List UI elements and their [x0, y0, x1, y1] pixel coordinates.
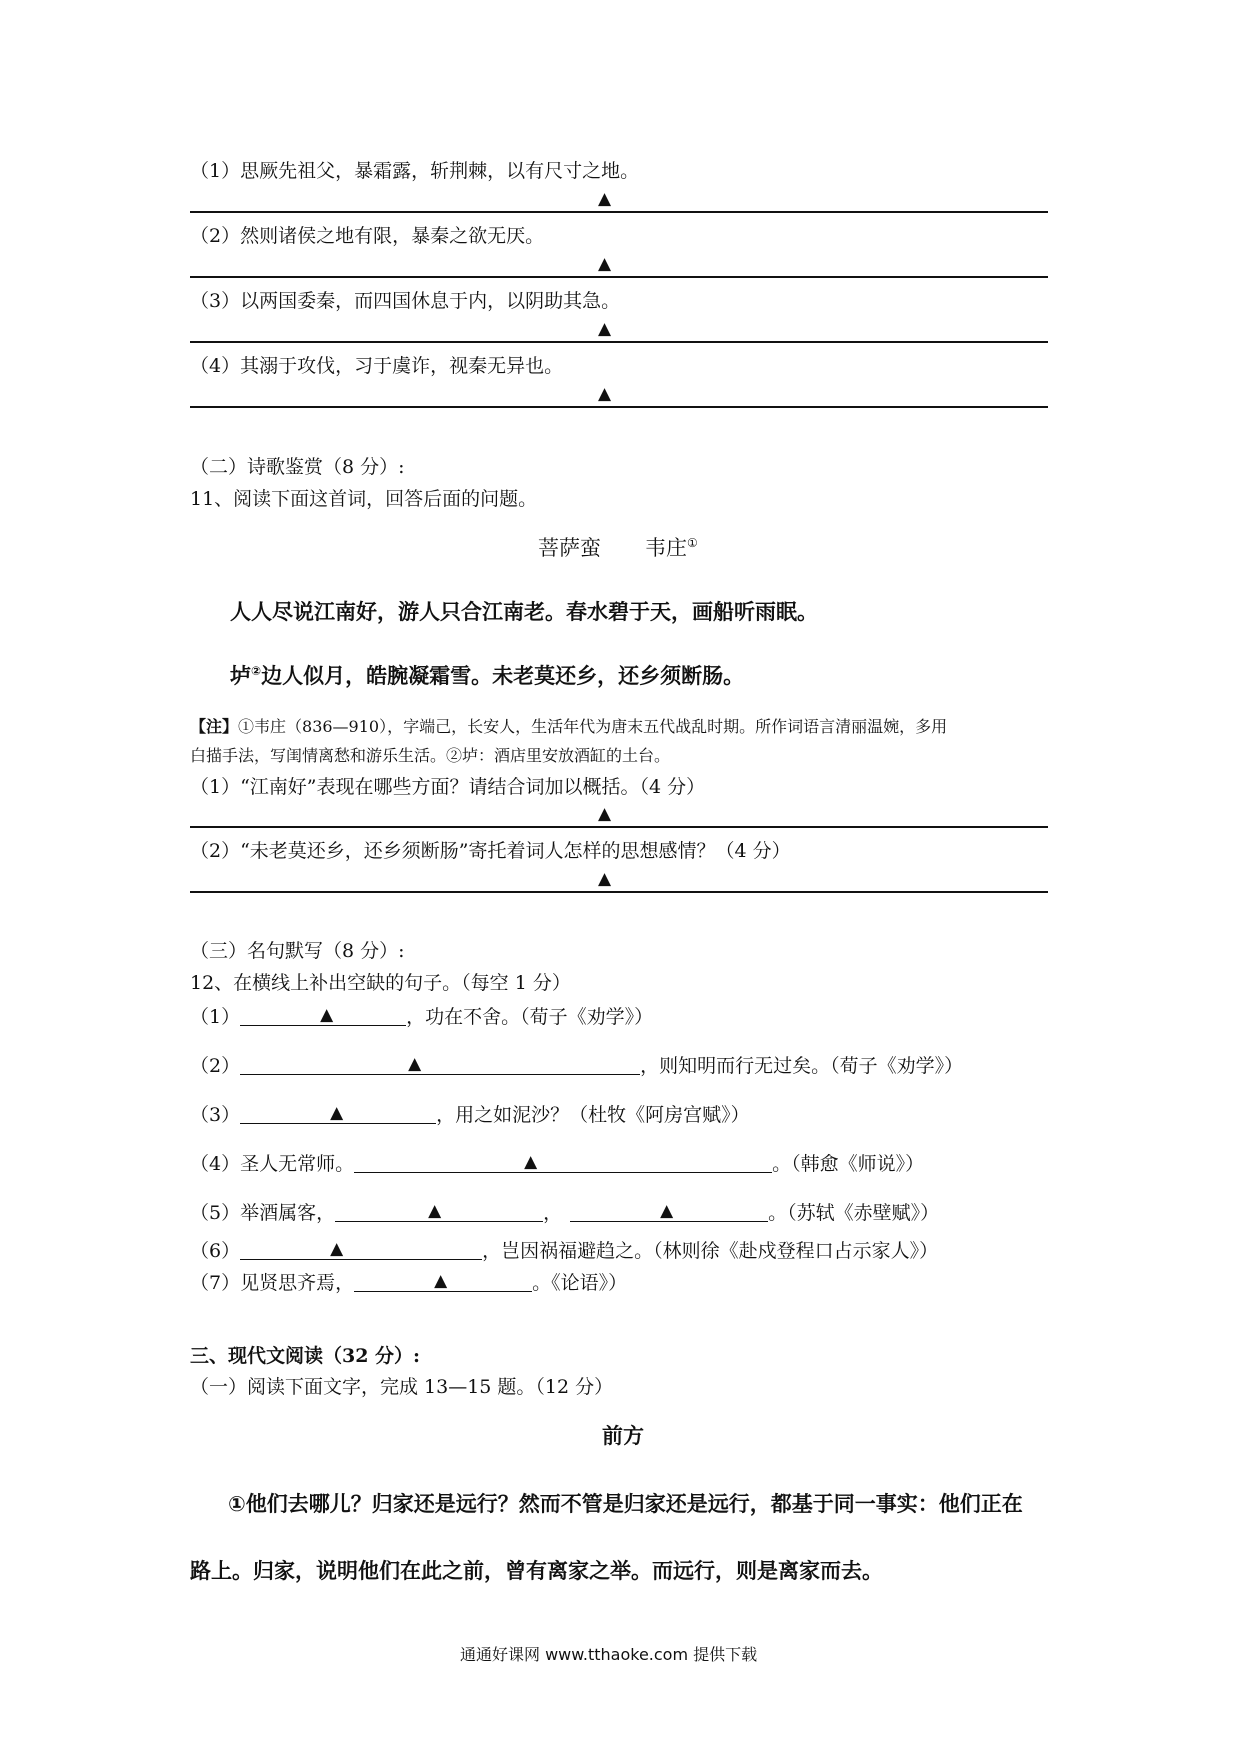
answer-marker-triangle-icon: ▲ [434, 1271, 448, 1291]
section-heading-dictation: （三）名句默写（8 分）: [190, 940, 405, 962]
answer-marker-triangle-icon: ▲ [598, 869, 612, 889]
poem-line-2 [230, 660, 744, 690]
answer-line[interactable] [190, 891, 1048, 893]
item-source: ，用之如泥沙？（杜牧《阿房宫赋》） [436, 1104, 750, 1126]
poem-line-2-rest: 边人似月，皓腕凝霜雪。未老莫还乡，还乡须断肠。 [261, 664, 745, 688]
dictation-item-4 [190, 1149, 924, 1176]
article-paragraph-line-1: ①他们去哪儿？归家还是远行？然而不管是归家还是远行，都基于同一事实：他们正在 [228, 1492, 1023, 1516]
answer-marker-triangle-icon: ▲ [524, 1152, 538, 1172]
answer-line[interactable] [190, 276, 1048, 278]
item-source: 。（苏轼《赤壁赋》） [768, 1202, 940, 1224]
note-label: 【注】 [190, 717, 239, 736]
answer-marker-triangle-icon: ▲ [598, 804, 612, 824]
translation-item-3: （3）以两国委秦，而四国休息于内，以阴助其急。 [190, 290, 621, 312]
answer-marker-triangle-icon: ▲ [408, 1054, 422, 1074]
answer-line[interactable] [190, 211, 1048, 213]
fill-blank[interactable] [240, 1054, 640, 1075]
answer-marker-triangle-icon: ▲ [428, 1201, 442, 1221]
footnote-mark: ① [687, 536, 698, 550]
poem-author: 韦庄 [645, 536, 687, 560]
fill-blank[interactable] [570, 1201, 768, 1222]
fill-blank[interactable] [240, 1239, 482, 1260]
answer-line[interactable] [190, 341, 1048, 343]
question-12: 12、在横线上补出空缺的句子。（每空 1 分） [190, 972, 571, 994]
item-label: （1） [190, 1006, 241, 1028]
note-line-2: 白描手法，写闺情离愁和游乐生活。②垆：酒店里安放酒缸的土台。 [190, 746, 671, 765]
answer-line[interactable] [190, 826, 1048, 828]
answer-line[interactable] [190, 406, 1048, 408]
item-separator: ， [543, 1202, 563, 1224]
dictation-item-5 [190, 1198, 939, 1225]
translation-item-2: （2）然则诸侯之地有限，暴秦之欲无厌。 [190, 225, 545, 247]
poem-line-1: 人人尽说江南好，游人只合江南老。春水碧于天，画船听雨眠。 [230, 600, 818, 624]
item-source: 。《论语》） [532, 1272, 628, 1294]
question-11: 11、阅读下面这首词，回答后面的问题。 [190, 488, 538, 510]
section-heading-modern-reading: 三、现代文阅读（32 分）: [190, 1345, 421, 1367]
article-paragraph-line-2: 路上。归家，说明他们在此之前，曾有离家之举。而远行，则是离家而去。 [190, 1559, 883, 1583]
fill-blank[interactable] [335, 1201, 543, 1222]
poem-title [538, 532, 698, 562]
item-label: （4）圣人无常师。 [190, 1153, 355, 1175]
footnote-mark: ② [251, 664, 262, 678]
translation-item-4: （4）其溺于攻伐，习于虞诈，视秦无异也。 [190, 355, 564, 377]
note-line-1 [190, 714, 947, 737]
fill-blank[interactable] [240, 1103, 436, 1124]
dictation-item-1 [190, 1002, 653, 1029]
item-source: ，则知明而行无过矣。（荀子《劝学》） [640, 1055, 964, 1077]
answer-marker-triangle-icon: ▲ [598, 189, 612, 209]
reading-instructions: （一）阅读下面文字，完成 13—15 题。（12 分） [190, 1376, 614, 1398]
answer-marker-triangle-icon: ▲ [660, 1201, 674, 1221]
poem-line-2-char: 垆 [230, 664, 251, 688]
dictation-item-7 [190, 1268, 627, 1295]
answer-marker-triangle-icon: ▲ [330, 1103, 344, 1123]
item-label: （6） [190, 1240, 241, 1262]
fill-blank[interactable] [354, 1152, 772, 1173]
dictation-item-2 [190, 1051, 963, 1078]
dictation-item-6 [190, 1236, 938, 1263]
answer-marker-triangle-icon: ▲ [320, 1005, 334, 1025]
answer-marker-triangle-icon: ▲ [598, 319, 612, 339]
page-footer: 通通好课网 www.tthaoke.com 提供下载 [460, 1645, 758, 1664]
item-label: （3） [190, 1104, 241, 1126]
item-source: 。（韩愈《师说》） [772, 1153, 925, 1175]
note-text-1: ①韦庄（836—910），字端己，长安人，生活年代为唐末五代战乱时期。所作词语言清丽温婉，多用 [238, 717, 948, 736]
item-source: ，岂因祸福避趋之。（林则徐《赴戍登程口占示家人》） [482, 1240, 939, 1262]
poetry-subquestion-2: （2）“未老莫还乡，还乡须断肠”寄托着词人怎样的思想感情？（4 分） [190, 840, 791, 862]
answer-marker-triangle-icon: ▲ [330, 1239, 344, 1259]
fill-blank[interactable] [354, 1271, 532, 1292]
article-title: 前方 [602, 1424, 644, 1448]
section-heading-poetry: （二）诗歌鉴赏（8 分）: [190, 456, 405, 478]
fill-blank[interactable] [240, 1005, 406, 1026]
item-source: ，功在不舍。（荀子《劝学》） [406, 1006, 654, 1028]
answer-marker-triangle-icon: ▲ [598, 384, 612, 404]
item-label: （7）见贤思齐焉， [190, 1272, 355, 1294]
dictation-item-3 [190, 1100, 750, 1127]
poetry-subquestion-1: （1）“江南好”表现在哪些方面？请结合词加以概括。（4 分） [190, 776, 706, 798]
item-label: （5）举酒属客， [190, 1202, 336, 1224]
poem-title-text: 菩萨蛮 [538, 536, 601, 560]
translation-item-1: （1）思厥先祖父，暴霜露，斩荆棘，以有尺寸之地。 [190, 160, 640, 182]
item-label: （2） [190, 1055, 241, 1077]
answer-marker-triangle-icon: ▲ [598, 254, 612, 274]
